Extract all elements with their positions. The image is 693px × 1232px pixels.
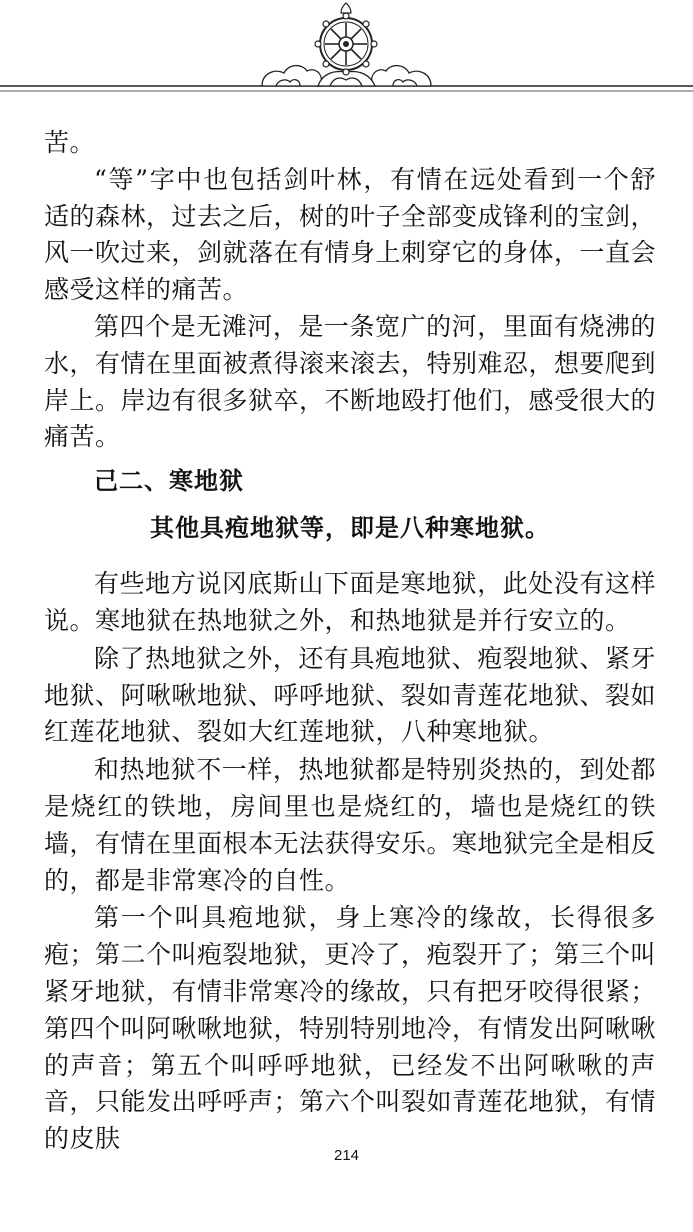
page-header-ornament (0, 0, 693, 110)
paragraph: 第一个叫具疱地狱，身上寒冷的缘故，长得很多疱；第二个叫疱裂地狱，更冷了，疱裂开了；第三个叫紧牙地狱，有情非常寒冷的缘故，只有把牙咬得很紧；第四个叫阿啾啾地狱，特别特别地冷，有情发出阿啾啾的声音；第五个叫呼呼地狱，已经发不出阿啾啾的声音，只能发出呼呼声；第六个叫裂如青莲花地狱，有情的皮肤 (44, 903, 657, 1154)
paragraph: 和热地狱不一样，热地狱都是特别炎热的，到处都是烧红的铁地，房间里也是烧红的，墙也是烧红的铁墙，有情在里面根本无法获得安乐。寒地狱完全是相反的，都是非常寒冷的自性。 (44, 755, 657, 895)
paragraph: 除了热地狱之外，还有具疱地狱、疱裂地狱、紧牙地狱、阿啾啾地狱、呼呼地狱、裂如青莲花地狱、裂如红莲花地狱、裂如大红莲地狱，八种寒地狱。 (44, 643, 657, 747)
section-heading: 己二、寒地狱 (94, 467, 244, 496)
paragraph: 第四个是无滩河，是一条宽广的河，里面有烧沸的水，有情在里面被煮得滚来滚去，特别难忍，想要爬到岸上。岸边有很多狱卒，不断地殴打他们，感受很大的痛苦。 (44, 311, 657, 452)
dharma-wheel-icon (0, 0, 693, 110)
paragraph: 有些地方说冈底斯山下面是寒地狱，此处没有这样说。寒地狱在热地狱之外，和热地狱是并行安立的。 (44, 569, 656, 635)
root-text: 其他具疱地狱等，即是八种寒地狱。 (150, 514, 550, 543)
page-number: 214 (333, 1147, 360, 1164)
page-body (44, 125, 656, 1158)
paragraph: “等”字中也包括剑叶林，有情在远处看到一个舒适的森林，过去之后，树的叶子全部变成锋利的宝剑，风一吹过来，剑就落在有情身上刺穿它的身体，一直会感受这样的痛苦。 (44, 164, 657, 305)
paragraph: 苦。 (44, 128, 96, 157)
